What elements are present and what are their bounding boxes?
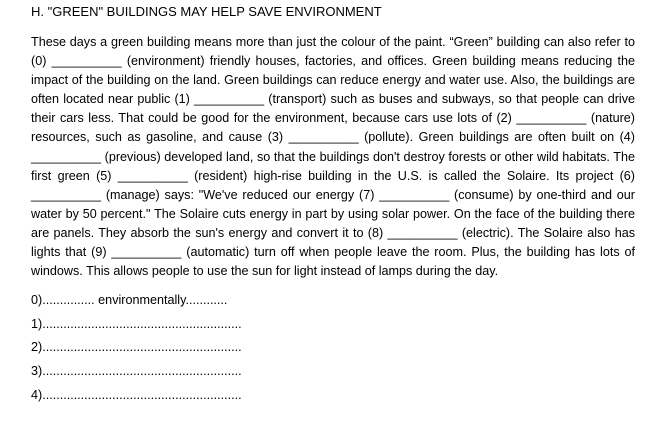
exercise-title: H. "GREEN" BUILDINGS MAY HELP SAVE ENVIRONMENT: [31, 4, 382, 19]
answer-line-1: 1).........................................................: [31, 316, 242, 331]
answer-list: [31, 292, 635, 410]
exercise-page: [31, 0, 635, 410]
answer-line-3: 3).........................................................: [31, 364, 242, 378]
answer-line-4: 4).........................................................: [31, 387, 242, 402]
answer-line-2: 2).........................................................: [31, 340, 242, 355]
answer-line-0: 0)............... environmentally............: [31, 293, 228, 308]
exercise-passage: These days a green building means more than just the colour of the paint. “Green” building can also refer to (0) __________ (environment) friendly houses, factories, and offices. Green building means reducing the impact of the building on the land. Green buildings can reduce energy and water use. Also, the buildings are often located near public (1) __________ (transport) such as buses and subways, so that people can drive their cars less. That could be good for the environment, because cars use lots of (2) __________ (nature) resources, such as gasoline, and cause (3) __________ (pollute). Green buildings are often built on (4) __________ (previous) developed land, so that the buildings don't destroy forests or other wild habitats. The first green (5) __________ (resident) high-rise building in the U.S. is called the Solaire. Its project (6) __________ (manage) says: "We've reduced our energy (7) __________ (consume) by one-third and our water by 50 percent." The Solaire cuts energy in part by using solar power. On the face of the building there are panels. They absorb the sun's energy and convert it to (8) __________ (electric). The Solaire also has lights that (9) __________ (automatic) turn off when people leave the room. Plus, the building has lots of windows. This allows people to use the sun for light instead of lamps during the day.: [31, 35, 635, 279]
